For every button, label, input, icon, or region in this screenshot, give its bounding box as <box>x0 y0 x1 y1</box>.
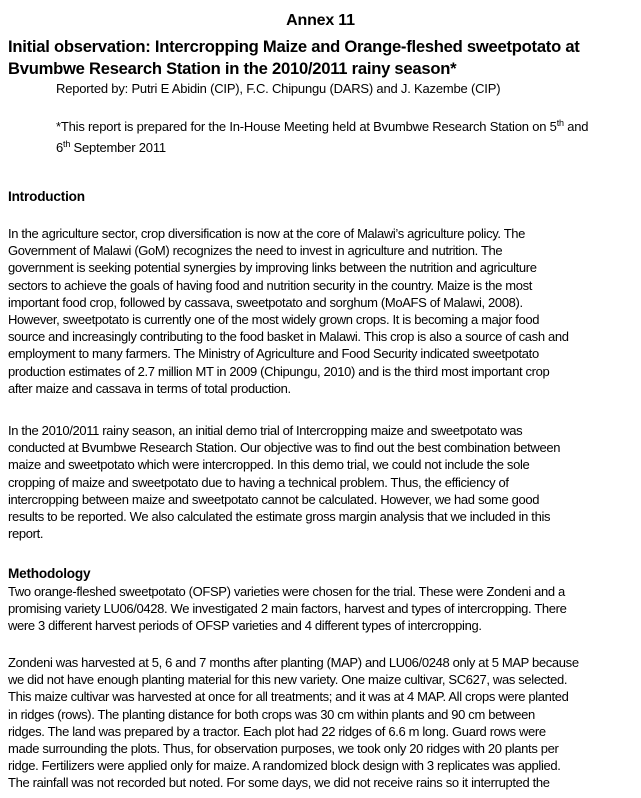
text-line: promising variety LU06/0428. We investigated 2 main factors, harvest and types of intercropping. There <box>8 601 567 617</box>
text-line: in ridges (rows). The planting distance for both crops was 30 cm within plants and 90 cm between <box>8 706 535 722</box>
text-line: sectors to achieve the goals of having food and nutrition security in the country. Maize is the most <box>8 277 533 293</box>
paragraph-methodology-2 <box>8 654 636 792</box>
section-heading-methodology: Methodology <box>8 566 91 581</box>
text-line: employment to many farmers. The Ministry of Agriculture and Food Security indicated sweetpotato <box>8 346 539 362</box>
reported-by: Reported by: Putri E Abidin (CIP), F.C. Chipungu (DARS) and J. Kazembe (CIP) <box>56 81 501 96</box>
text-line: ridge. Fertilizers were applied only for maize. A randomized block design with 3 replicates was applied. <box>8 758 561 774</box>
text-line: were 3 different harvest periods of OFSP varieties and 4 different types of intercropping. <box>8 618 482 634</box>
annex-number: Annex 11 <box>286 12 355 29</box>
text-line: ridges. The land was prepared by a tractor. Each plot had 22 ridges of 6.6 m long. Guard rows were <box>8 723 546 739</box>
text-line: after maize and cassava in terms of total production. <box>8 380 291 396</box>
text-line: Zondeni was harvested at 5, 6 and 7 months after planting (MAP) and LU06/0248 only at 5 MAP because <box>8 655 579 670</box>
text-line: conducted at Bvumbwe Research Station. Our objective was to find out the best combination between <box>8 440 561 456</box>
text-line: results to be reported. We also calculated the estimate gross margin analysis that we included in this <box>8 509 551 525</box>
text-line: government is seeking potential synergies by improving links between the nutrition and agriculture <box>8 260 537 276</box>
paragraph-introduction-1 <box>8 225 636 397</box>
report-title-line: Bvumbwe Research Station in the 2010/2011 rainy season* <box>8 59 457 78</box>
text-line: report. <box>8 526 44 542</box>
text-line: important food crop, followed by cassava, sweetpotato and sorghum (MoAFS of Malawi, 2008). <box>8 294 523 310</box>
footnote-line-2 <box>56 137 636 158</box>
footnote-sup: th <box>556 118 564 128</box>
section-heading-introduction: Introduction <box>8 189 85 204</box>
report-title-line: Initial observation: Intercropping Maize and Orange-fleshed sweetpotato at <box>8 37 580 56</box>
footnote-sup: th <box>63 139 71 149</box>
footnote-line-1 <box>56 116 636 137</box>
text-line: production estimates of 2.7 million MT in 2009 (Chipungu, 2010) and is the third most important crop <box>8 363 550 379</box>
text-line: The rainfall was not recorded but noted. For some days, we did not receive rains so it interrupted the <box>8 775 550 791</box>
text-line: source and increasingly contributing to the food basket in Malawi. This crop is also a source of cash and <box>8 329 569 345</box>
text-line: cropping of maize and sweetpotato due to having a technical problem. Thus, the efficiency of <box>8 474 509 490</box>
paragraph-introduction-2 <box>8 422 636 542</box>
text-line: However, sweetpotato is currently one of the most widely grown crops. It is becoming a major food <box>8 312 540 328</box>
text-line: In the 2010/2011 rainy season, an initial demo trial of Intercropping maize and sweetpotato was <box>8 423 523 438</box>
footnote-text: *This report is prepared for the In-House Meeting held at Bvumbwe Research Station on 5 <box>56 119 557 134</box>
footnote-text: and <box>563 119 589 134</box>
text-line: Government of Malawi (GoM) recognizes the need to invest in agriculture and nutrition. The <box>8 243 503 259</box>
footnote-text: September 2011 <box>70 140 166 155</box>
footnote-text: 6 <box>56 140 64 155</box>
text-line: Two orange-fleshed sweetpotato (OFSP) varieties were chosen for the trial. These were Zondeni and a <box>8 584 565 599</box>
text-line: This maize cultivar was harvested at once for all treatments; and it was at 4 MAP. All crops were planted <box>8 689 569 705</box>
report-footnote <box>56 116 636 158</box>
text-line: In the agriculture sector, crop diversification is now at the core of Malawi’s agriculture policy. The <box>8 226 526 241</box>
text-line: intercropping between maize and sweetpotato cannot be calculated. However, we had some good <box>8 491 540 507</box>
report-title <box>8 36 636 80</box>
text-line: we did not have enough planting material for this new variety. One maize cultivar, SC627, was selected. <box>8 672 568 688</box>
text-line: made surrounding the plots. Thus, for observation purposes, we took only 20 ridges with 20 plants per <box>8 741 559 757</box>
text-line: maize and sweetpotato which were intercropped. In this demo trial, we could not include the sole <box>8 457 530 473</box>
paragraph-methodology-1 <box>8 583 636 635</box>
